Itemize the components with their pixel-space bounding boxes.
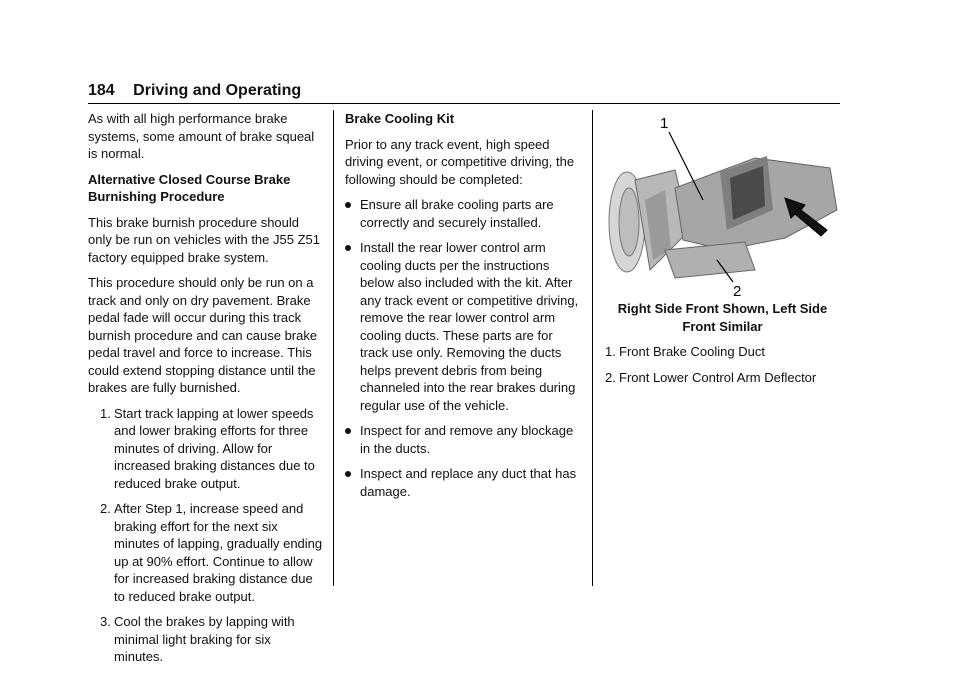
cooling-checklist (345, 196, 580, 500)
step-number: 1. (100, 405, 111, 421)
legend-text: Front Lower Control Arm Deflector (619, 369, 817, 385)
legend-text: Front Brake Cooling Duct (619, 344, 765, 359)
column-2 (345, 110, 580, 508)
callout-2: 2 (733, 283, 742, 300)
page-number: 184 (88, 82, 115, 99)
bullet-icon (345, 471, 351, 477)
step-text: Start track lapping at lower speeds and lower braking efforts for three minutes of driving. Allow for increased braking distances due to reduced brake output. (114, 405, 315, 491)
bullet-icon (345, 202, 351, 208)
column-3 (605, 110, 840, 394)
paragraph-brake-squeal: As with all high performance brake systems, some amount of brake squeal is normal. (88, 111, 315, 161)
list-item (345, 239, 580, 414)
subheading-burnishing: Alternative Closed Course Brake Burnishing Procedure (88, 171, 291, 204)
bullet-icon (345, 428, 351, 434)
step-number: 2. (100, 501, 111, 516)
step-number: 3. (100, 614, 111, 629)
list-item (88, 500, 323, 605)
callout-1: 1 (660, 115, 669, 132)
burnish-steps-list (88, 405, 323, 666)
list-item (345, 196, 580, 231)
list-item (345, 422, 580, 457)
bullet-icon (345, 245, 351, 251)
column-divider-left (333, 110, 334, 586)
column-1 (88, 110, 323, 674)
figure-legend (605, 343, 840, 386)
bullet-text: Install the rear lower control arm cooling ducts per the instructions below also included with the kit. After any track event or competitive driving, remove the rear lower control arm cooling ducts. These parts are for track use only. Removing the ducts helps prevent debris from being channeled into the rear brakes during regular use of the vehicle. (360, 240, 579, 413)
bullet-text: Ensure all brake cooling parts are correctly and securely installed. (360, 197, 554, 230)
column-divider-right (592, 110, 593, 586)
list-item (88, 613, 323, 666)
list-item (345, 465, 580, 500)
page-header (88, 82, 840, 100)
figure-caption: Right Side Front Shown, Left Side Front Similar (617, 301, 828, 334)
section-title: Driving and Operating (133, 82, 302, 99)
bullet-text: Inspect for and remove any blockage in the ducts. (360, 423, 574, 456)
list-item (88, 405, 323, 493)
paragraph-track-only: This procedure should only be run on a track and only on dry pavement. Brake pedal fade will occur during this track burnish procedure and can cause brake pedal travel and force to increase. This could extend stopping distance until the brakes are fully burnished. (88, 275, 318, 395)
bullet-text: Inspect and replace any duct that has damage. (360, 466, 577, 499)
step-text: Cool the brakes by lapping with minimal light braking for six minutes. (114, 614, 295, 664)
legend-number: 1. (605, 344, 616, 359)
paragraph-cooling-intro: Prior to any track event, high speed driving event, or competitive driving, the following should be completed: (345, 136, 575, 187)
subheading-cooling-kit: Brake Cooling Kit (345, 111, 455, 126)
step-text: After Step 1, increase speed and braking effort for the next six minutes of lapping, gradually ending up at 90% effort. Continue to allow for increased braking distance due to reduced brake output. (114, 501, 323, 604)
paragraph-j55: This brake burnish procedure should only be run on vehicles with the J55 Z51 factory equipped brake system. (88, 214, 320, 265)
list-item (605, 369, 840, 387)
header-rule (88, 103, 840, 104)
list-item (605, 343, 840, 361)
legend-number: 2. (605, 369, 616, 385)
brake-assembly-image (605, 110, 840, 300)
brake-cooling-illustration (605, 110, 840, 300)
